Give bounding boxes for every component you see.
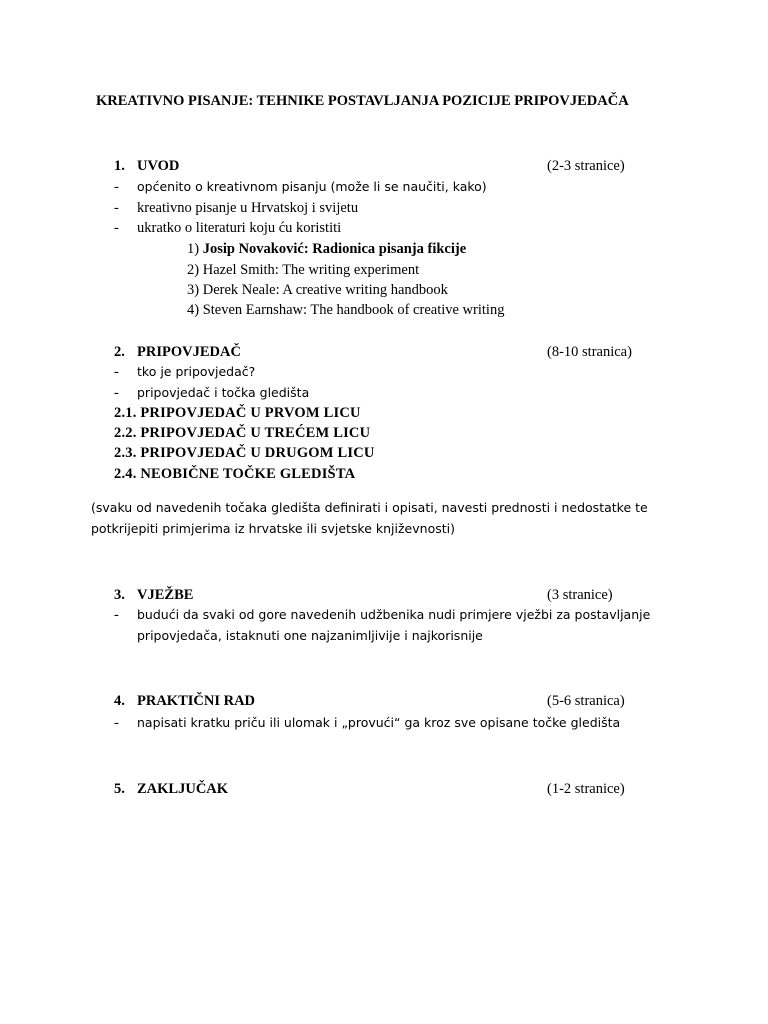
section-1-title: UVOD (137, 158, 180, 174)
bullet-dash: - (114, 364, 119, 380)
bullet-dash: - (114, 607, 119, 623)
reference-4 (187, 301, 504, 319)
section-1-bullet-1: općenito o kreativnom pisanju (može li se naučiti, kako) (137, 179, 487, 194)
section-2-number: 2. (114, 344, 125, 360)
section-1-bullet-3: ukratko o literaturi koju ću koristiti (137, 220, 342, 236)
section-4-pages: (5-6 stranica) (547, 693, 625, 709)
reference-3 (187, 281, 448, 299)
section-2-note-line-2: potkrijepiti primjerima iz hrvatske ili svjetske književnosti) (91, 521, 455, 536)
section-4-bullet: napisati kratku priču ili ulomak i „provući“ ga kroz sve opisane točke gledišta (137, 715, 621, 730)
section-3-bullet-line-2: pripovjedača, istaknuti one najzanimljivije i najkorisnije (137, 628, 483, 643)
document-title: KREATIVNO PISANJE: TEHNIKE POSTAVLJANJA POZICIJE PRIPOVJEDAČA (96, 93, 629, 109)
reference-2-number: 2) (187, 262, 200, 278)
reference-2 (187, 261, 419, 279)
section-4-number: 4. (114, 693, 125, 709)
bullet-dash: - (114, 179, 119, 195)
reference-3-text: Derek Neale: A creative writing handbook (202, 282, 448, 298)
section-2-title: PRIPOVJEDAČ (137, 344, 241, 360)
bullet-dash: - (114, 715, 119, 731)
section-3-number: 3. (114, 587, 125, 603)
section-5-title: ZAKLJUČAK (137, 781, 229, 797)
reference-2-text: Hazel Smith: The writing experiment (202, 262, 420, 278)
bullet-dash: - (114, 200, 119, 216)
section-1-pages: (2-3 stranice) (547, 158, 625, 174)
section-1-bullet-2: kreativno pisanje u Hrvatskoj i svijetu (137, 200, 359, 216)
bullet-dash: - (114, 220, 119, 236)
subsection-2-1: 2.1. PRIPOVJEDAČ U PRVOM LICU (114, 405, 361, 421)
reference-4-text: Steven Earnshaw: The handbook of creative writing (202, 302, 505, 318)
reference-1-number: 1) (187, 241, 200, 257)
section-2-pages: (8-10 stranica) (547, 344, 632, 360)
reference-1-text: Josip Novaković: Radionica pisanja fikcije (202, 241, 467, 257)
reference-4-number: 4) (187, 302, 200, 318)
section-1-number: 1. (114, 158, 125, 174)
section-4-title: PRAKTIČNI RAD (137, 693, 256, 709)
section-2-bullet-2: pripovjedač i točka gledišta (137, 385, 310, 400)
subsection-2-4: 2.4. NEOBIČNE TOČKE GLEDIŠTA (114, 466, 356, 482)
section-3-bullet-line-1: budući da svaki od gore navedenih udžbenika nudi primjere vježbi za postavljanje (137, 607, 651, 622)
reference-3-number: 3) (187, 282, 200, 298)
bullet-dash: - (114, 385, 119, 401)
section-5-pages: (1-2 stranice) (547, 781, 625, 797)
reference-1 (187, 240, 466, 258)
section-2-note-line-1: (svaku od navedenih točaka gledišta definirati i opisati, navesti prednosti i nedostatke te (91, 500, 648, 515)
section-3-pages: (3 stranice) (547, 587, 613, 603)
section-3-title: VJEŽBE (137, 587, 194, 603)
section-5-number: 5. (114, 781, 125, 797)
subsection-2-3: 2.3. PRIPOVJEDAČ U DRUGOM LICU (114, 445, 375, 461)
subsection-2-2: 2.2. PRIPOVJEDAČ U TREĆEM LICU (114, 425, 371, 441)
section-2-bullet-1: tko je pripovjedač? (137, 364, 256, 379)
